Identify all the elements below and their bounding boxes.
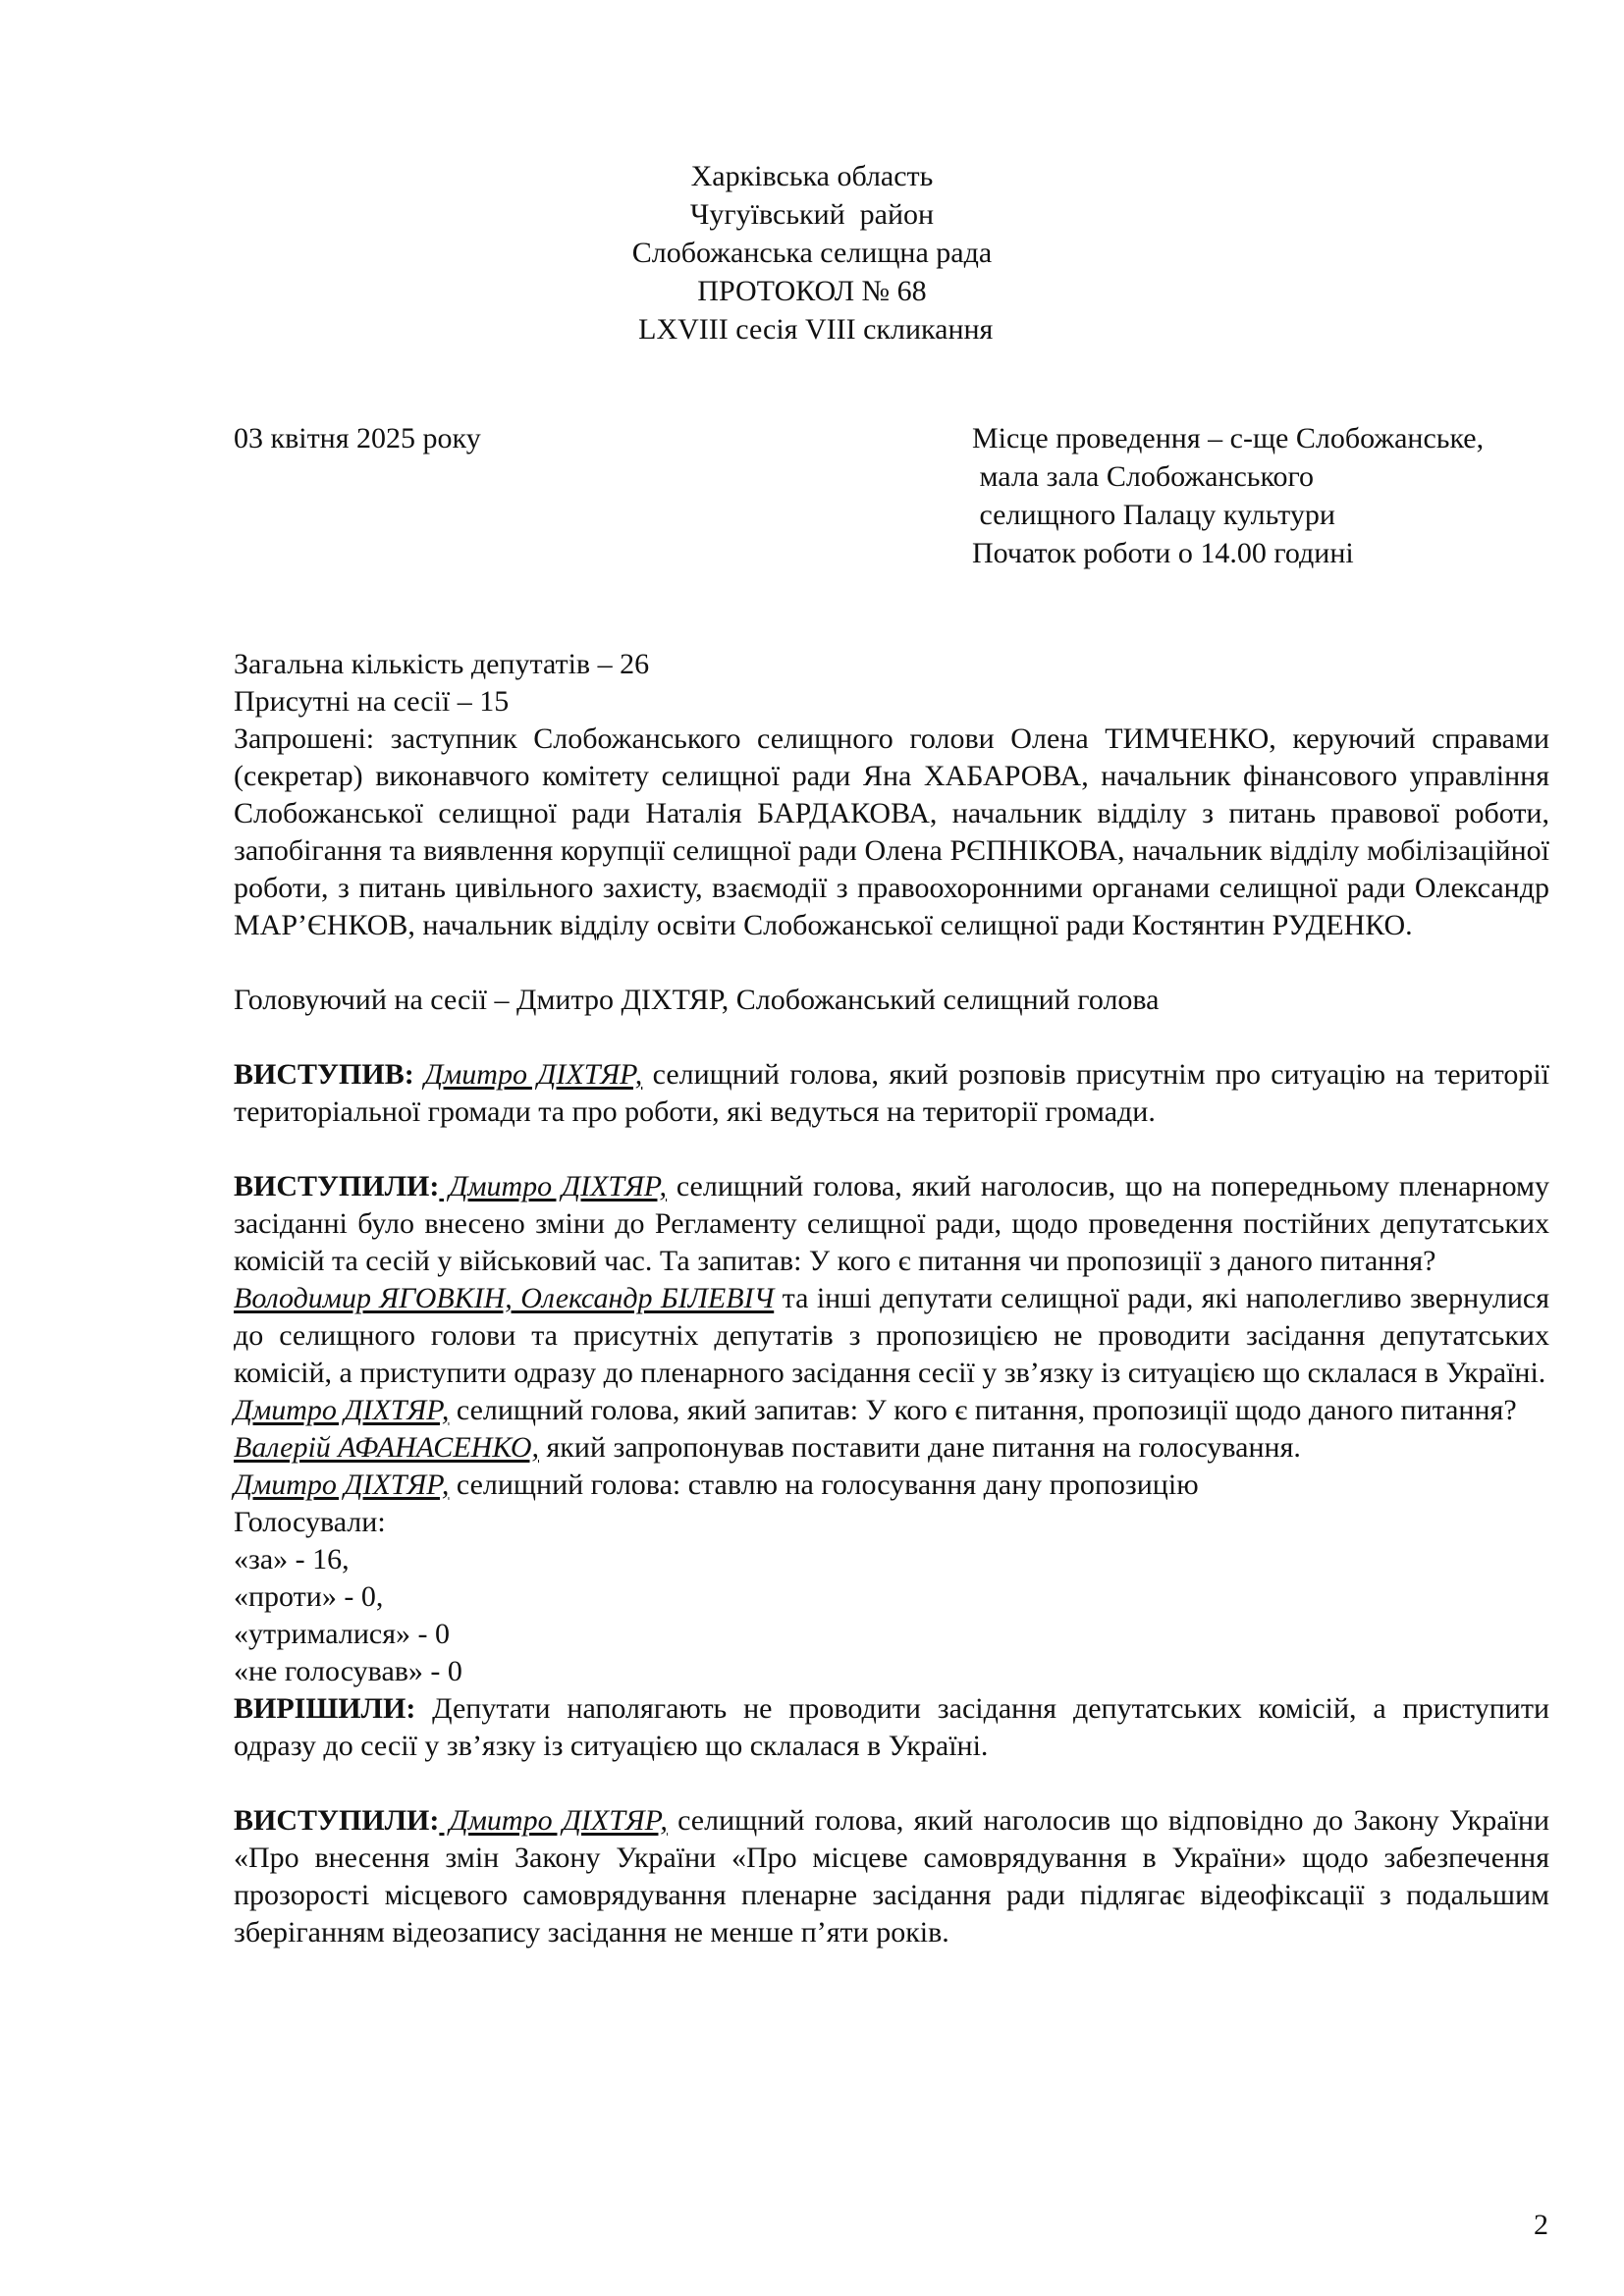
decision-paragraph [234,1690,1549,1765]
council-line: Слобожанська селищна рада [631,237,993,269]
speech-text: селищний голова, який розповів присутнім про ситуацію на території територіальної громади та про роботи, які ведуться на території громади. [234,1058,1550,1128]
meeting-date: 03 квітня 2025 року [234,422,481,454]
speech-paragraph-7 [234,1802,1549,1951]
speech-paragraph-5 [234,1429,1549,1467]
vote-against: «проти» - 0, [234,1580,384,1613]
decision-label: ВИРІШИЛИ: [234,1692,416,1725]
speaker-label: ВИСТУПИВ: [234,1058,414,1091]
invited-persons: Запрошені: заступник Слобожанського селищного голови Олена ТИМЧЕНКО, керуючий справами (секретар) виконавчого комітету селищної ради Яна ХАБАРОВА, начальник фінансового управління Слобожанської селищної ради Наталія БАРДАКОВА, начальник відділу з питань правової роботи, запобігання та виявлення корупції селищної ради Олена РЄПНІКОВА, начальник відділу мобілізаційної роботи, з питань цивільного захисту, взаємодії з правоохоронними органами селищної ради Олександр МАР’ЄНКОВ, начальник відділу освіти Слобожанської селищної ради Костянтин РУДЕНКО. [234,722,1549,941]
total-deputies: Загальна кількість депутатів – 26 [234,648,650,680]
speaker-name: Дмитро ДІХТЯР, [439,1804,668,1837]
spacer [234,1765,1549,1802]
speaker-name: Дмитро ДІХТЯР, [234,1394,450,1426]
speech-paragraph-2 [234,1168,1549,1280]
speech-text: який запропонував поставити дане питання на голосування. [539,1431,1301,1464]
speech-text: селищний голова, який наголосив що відповідно до Закону України «Про внесення змін Закону України «Про місцеве самоврядування в України» щодо забезпечення прозорості місцевого самоврядування пленарне засідання ради підлягає відеофіксації з подальшим зберіганням відеозапису засідання не менше п’яти років. [234,1804,1550,1949]
region-line: Харківська область [690,160,934,192]
speaker-name: Володимир ЯГОВКІН, Олександр БІЛЕВІЧ [234,1282,775,1314]
present-deputies: Присутні на сесії – 15 [234,685,510,718]
spacer [234,1019,1549,1056]
speech-paragraph-4 [234,1392,1549,1429]
speaker-name: Дмитро ДІХТЯР, [439,1170,667,1202]
speech-text: селищний голова, який запитав: У кого є питання, пропозиції щодо даного питання? [449,1394,1517,1426]
protocol-body [234,646,1549,1951]
speaker-name: Валерій АФАНАСЕНКО, [234,1431,539,1464]
district-line: Чугуївський район [689,198,935,231]
vote-not-voted: «не голосував» - 0 [234,1655,462,1687]
speaker-name: Дмитро ДІХТЯР, [424,1058,643,1091]
page-number: 2 [1534,2209,1548,2241]
speaker-label: ВИСТУПИЛИ: [234,1170,440,1202]
place-line: селищного Палацу культури [972,499,1335,531]
speech-text: та інші депутати селищної ради, які наполегливо звернулися до селищного голови та присутніх депутатів з пропозицією не проводити засідання депутатських комісій, а приступити одразу до пленарного засідання сесії у зв’язку із ситуацією що склалася в Україні. [234,1282,1549,1389]
document-header [0,157,1624,348]
speaker-label: ВИСТУПИЛИ: [234,1804,440,1837]
spacer [234,944,1549,982]
place-line: мала зала Слобожанського [972,460,1315,493]
speech-paragraph-6 [234,1467,1549,1504]
vote-for: «за» - 16, [234,1543,350,1575]
speech-paragraph-1 [234,1056,1549,1131]
speech-paragraph-3 [234,1280,1549,1392]
decision-text: Депутати наполягають не проводити засідання депутатських комісій, а приступити одразу до сесії у зв’язку із ситуацією що склалася в Україні. [234,1692,1549,1762]
speech-text: селищний голова, який наголосив, що на попередньому пленарному засіданні було внесено зміни до Регламенту селищної ради, щодо проведення постійних депутатських комісій та сесій у військовий час. Та запитав: У кого є питання чи пропозиції з даного питання? [234,1170,1550,1277]
meeting-place [972,419,1484,572]
start-time-line: Початок роботи о 14.00 годині [972,537,1354,569]
voted-heading: Голосували: [234,1506,386,1538]
session-line: LXVIII сесія VIII скликання [630,313,994,346]
speech-text: селищний голова: ставлю на голосування дану пропозицію [449,1468,1199,1501]
protocol-title: ПРОТОКОЛ № 68 [697,275,927,307]
session-chair: Головуючий на сесії – Дмитро ДІХТЯР, Слобожанський селищний голова [234,984,1160,1016]
vote-abstained: «утрималися» - 0 [234,1618,451,1650]
spacer [234,1131,1549,1168]
speaker-name: Дмитро ДІХТЯР, [234,1468,450,1501]
place-line: Місце проведення – с-ще Слобожанське, [972,422,1485,454]
